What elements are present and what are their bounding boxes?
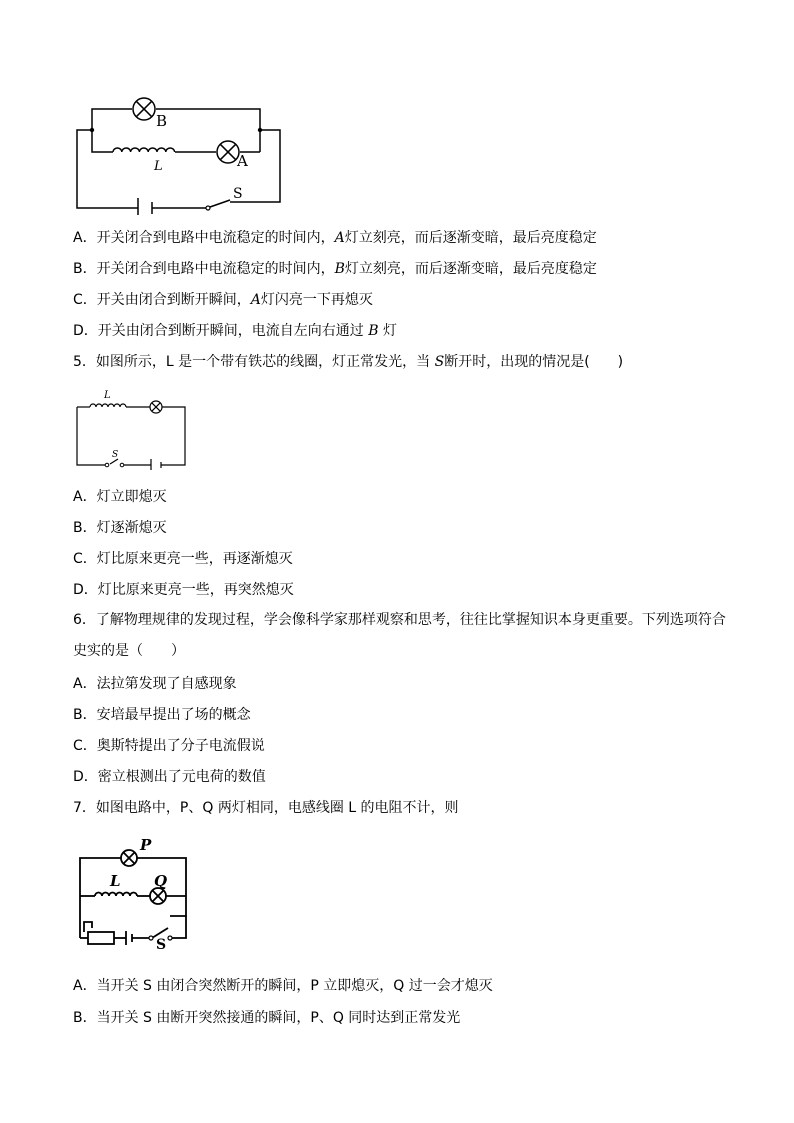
q4-option-c: C．开关由闭合到断开瞬间，A灯闪亮一下再熄灭	[73, 292, 373, 308]
q5-option-b: B．灯逐渐熄灭	[73, 520, 167, 536]
q4-option-b: B．开关闭合到电路中电流稳定的时间内，B灯立刻亮，而后逐渐变暗，最后亮度稳定	[73, 261, 597, 277]
q4-option-d: D．开关由闭合到断开瞬间，电流自左向右通过 B 灯	[73, 323, 397, 339]
lamp-icon	[150, 401, 162, 413]
circuit-diagram-3	[70, 836, 200, 951]
label-q: Q	[154, 872, 168, 890]
q6-option-d: D．密立根测出了元电荷的数值	[73, 769, 266, 785]
q5-option-a: A．灯立即熄灭	[73, 489, 167, 505]
lamp-a-icon	[217, 141, 239, 163]
label-s: S	[233, 186, 243, 202]
lamp-p-icon	[121, 850, 137, 866]
label-p: P	[140, 836, 152, 854]
label-b: B	[156, 112, 168, 130]
q4-option-a: A．开关闭合到电路中电流稳定的时间内，A灯立刻亮，而后逐渐变暗，最后亮度稳定	[73, 230, 597, 246]
q6-option-c: C．奥斯特提出了分子电流假说	[73, 738, 265, 754]
q7-option-a: A．当开关 S 由闭合突然断开的瞬间，P 立即熄灭，Q 过一会才熄灭	[73, 978, 493, 994]
label-l: L	[110, 872, 121, 890]
circuit-diagram-2	[70, 385, 195, 470]
q5-stem: 5．如图所示，L 是一个带有铁芯的线圈，灯正常发光，当 S断开时，出现的情况是( )	[73, 354, 624, 370]
lamp-b-icon	[133, 98, 155, 120]
q6-option-a: A．法拉第发现了自感现象	[73, 676, 237, 692]
label-s: S	[156, 937, 167, 951]
q6-option-b: B．安培最早提出了场的概念	[73, 707, 251, 723]
label-s: S	[112, 450, 119, 460]
label-l: L	[104, 390, 111, 401]
circuit-diagram-1	[70, 90, 295, 215]
label-a: A	[237, 152, 248, 170]
q5-option-d: D．灯比原来更亮一些，再突然熄灭	[73, 582, 294, 598]
q7-stem: 7．如图电路中，P、Q 两灯相同，电感线圈 L 的电阻不计，则	[73, 800, 459, 816]
q7-option-b: B．当开关 S 由断开突然接通的瞬间，P、Q 同时达到正常发光	[73, 1010, 461, 1026]
lamp-q-icon	[150, 888, 166, 904]
q5-option-c: C．灯比原来更亮一些，再逐渐熄灭	[73, 551, 293, 567]
q6-stem: 6．了解物理规律的发现过程，学会像科学家那样观察和思考，往往比掌握知识本身更重要。下列选项符合史实的是（ ）	[73, 612, 726, 659]
label-l: L	[154, 159, 163, 174]
